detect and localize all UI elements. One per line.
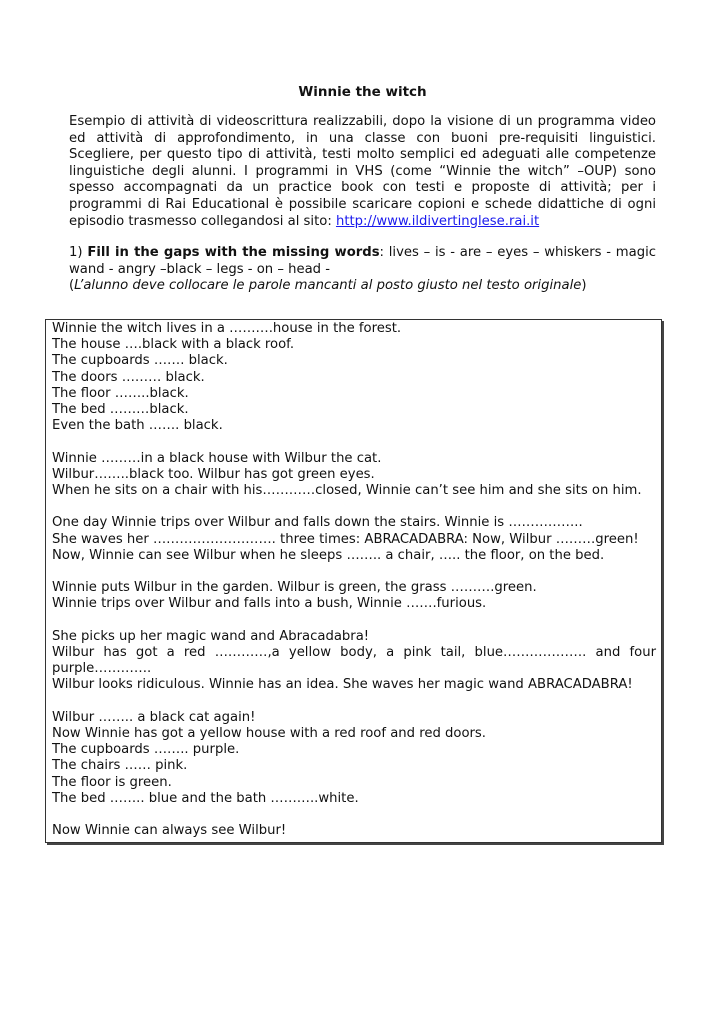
paragraph-gap bbox=[52, 807, 656, 823]
story-line: When he sits on a chair with his…………closed, Winnie can’t see him and she sits on him. bbox=[52, 483, 642, 499]
story-line: Now Winnie has got a yellow house with a red roof and red doors. bbox=[52, 726, 486, 741]
note-close-paren: ) bbox=[581, 278, 587, 294]
story-line: One day Winnie trips over Wilbur and falls down the stairs. Winnie is …………….. bbox=[52, 515, 583, 531]
story-line: purple…………. bbox=[52, 661, 152, 677]
story-line: Winnie trips over Wilbur and falls into a bush, Winnie …….furious. bbox=[52, 596, 487, 612]
paragraph-gap bbox=[52, 613, 656, 629]
story-line: Wilbur …….. a black cat again! bbox=[52, 709, 256, 725]
story-line: Wilbur has got a red …………,a yellow body, a pink tail, blue………………. and four bbox=[52, 645, 656, 660]
task-instruction: Fill in the gaps with the missing words bbox=[87, 245, 380, 260]
website-link[interactable]: http://www.ildivertinglese.rai.it bbox=[335, 213, 540, 229]
story-line: The cupboards ……. black. bbox=[52, 353, 228, 369]
paragraph-gap bbox=[52, 434, 656, 450]
paragraph-gap bbox=[52, 499, 656, 515]
story-line: She waves her ………………………. three times: ABRACADABRA: Now, Wilbur ………green! bbox=[52, 531, 639, 547]
story-line: Winnie ………in a black house with Wilbur the cat. bbox=[52, 450, 382, 466]
story-line: The bed …….. blue and the bath ………..white. bbox=[52, 790, 359, 806]
story-line: The house ….black with a black roof. bbox=[52, 337, 295, 353]
paragraph-gap bbox=[52, 564, 656, 580]
story-line: The bed ………black. bbox=[52, 402, 189, 418]
story-line: Winnie the witch lives in a ……….house in the forest. bbox=[52, 321, 402, 336]
story-line: Now Winnie can always see Wilbur! bbox=[52, 823, 287, 839]
story-line: Now, Winnie can see Wilbur when he sleeps …….. a chair, ….. the floor, on the bed. bbox=[52, 547, 605, 563]
story-line: Wilbur……..black too. Wilbur has got green eyes. bbox=[52, 466, 375, 482]
story-line: The floor ……..black. bbox=[52, 385, 189, 401]
word-list: : lives – is - are – eyes – whiskers - magic wand - angry –black – legs - on – head - bbox=[69, 245, 656, 277]
story-line: The doors ……… black. bbox=[52, 369, 205, 385]
task-instructions bbox=[69, 245, 656, 295]
page-title: Winnie the witch bbox=[298, 84, 427, 100]
note-open-paren: ( bbox=[69, 278, 75, 294]
story-line: She picks up her magic wand and Abracadabra! bbox=[52, 628, 370, 644]
intro-paragraph bbox=[69, 114, 656, 230]
story-text bbox=[52, 321, 656, 839]
story-line: The floor is green. bbox=[52, 774, 172, 790]
story-line: Wilbur looks ridiculous. Winnie has an idea. She waves her magic wand ABRACADABRA! bbox=[52, 677, 633, 693]
story-line: The chairs …… pink. bbox=[52, 758, 188, 774]
story-line: Even the bath ……. black. bbox=[52, 418, 223, 434]
paragraph-gap bbox=[52, 694, 656, 710]
task-note: L’alunno deve collocare le parole mancanti al posto giusto nel testo originale bbox=[74, 278, 582, 294]
story-line: The cupboards …….. purple. bbox=[52, 742, 240, 758]
task-number: 1) bbox=[69, 245, 83, 260]
intro-text: Esempio di attività di videoscrittura realizzabili, dopo la visione di un programma video ed attività di approfondimento, in una classe con buoni pre-requisiti linguistici. Scegliere, per questo tipo di attività, testi molto semplici ed adeguati alle competenze linguistiche degli alunni. I programmi in VHS (come “Winnie the witch” –OUP) sono spesso accompagnati da un practice book con testi e proposte di attività; per i programmi di Rai Educational è possibile scaricare copioni e schede didattiche di ogni episodio trasmesso collegandosi al sito: bbox=[69, 114, 656, 229]
story-line: Winnie puts Wilbur in the garden. Wilbur is green, the grass ……….green. bbox=[52, 580, 537, 596]
